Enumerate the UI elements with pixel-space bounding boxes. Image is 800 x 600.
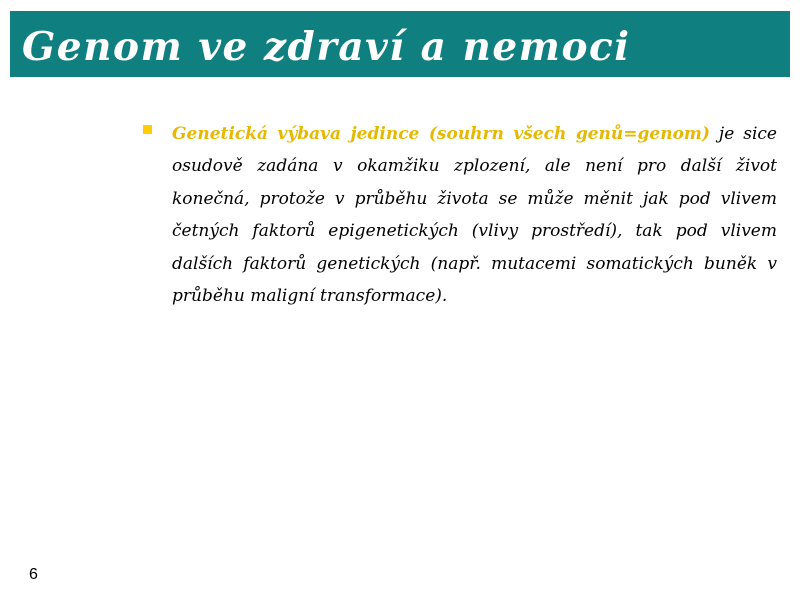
bullet-highlight-text: Genetická výbava jedince (souhrn všech genů=genom) bbox=[172, 124, 710, 144]
bullet-body-text: je sice osudově zadána v okamžiku zplození, ale není pro další život konečná, protože v průběhu života se může měnit jak pod vlivem četných faktorů epigenetických (vlivy prostředí), tak pod vlivem dalších faktorů genetických (např. mutacemi somatických buněk v průběhu maligní transformace). bbox=[172, 124, 777, 307]
bullet-paragraph bbox=[172, 118, 777, 312]
slide-title: Genom ve zdraví a nemoci bbox=[22, 24, 631, 70]
title-bar bbox=[10, 11, 790, 77]
bullet-square-icon bbox=[143, 125, 152, 134]
page-number: 6 bbox=[29, 566, 38, 583]
